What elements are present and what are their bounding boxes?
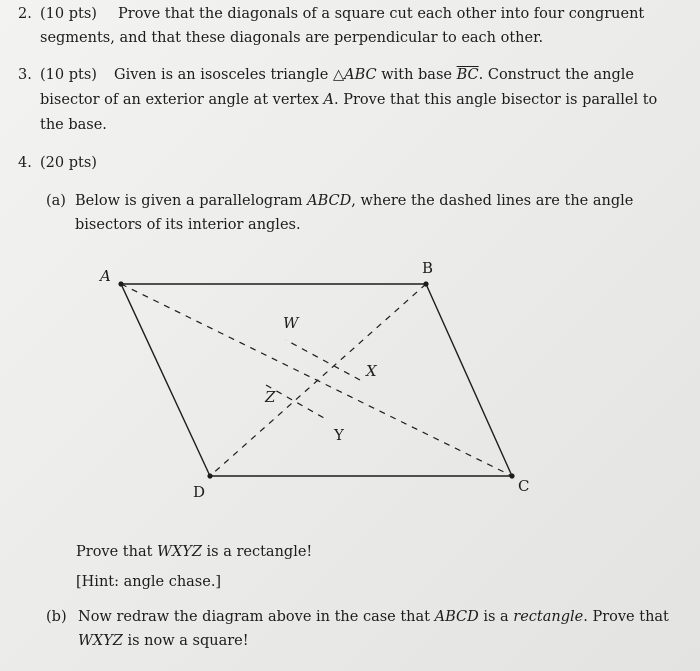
vertex-c-dot — [509, 473, 514, 478]
label-a: A — [100, 267, 111, 285]
q4-number: 4. — [18, 155, 32, 171]
q4a-label: (a) — [46, 193, 66, 209]
label-y: Y — [334, 426, 344, 444]
bisector-b — [210, 284, 426, 476]
q4b-text-line1: Now redraw the diagram above in the case that ABCD is a rectangle. Prove that — [78, 609, 669, 625]
q3-number: 3. — [18, 67, 32, 83]
q2-points: (10 pts) — [40, 6, 97, 22]
q4a-prove-statement: Prove that WXYZ is a rectangle! — [76, 544, 313, 560]
label-b: B — [422, 259, 434, 277]
q4a-text-line1: Below is given a parallelogram ABCD, where the dashed lines are the angle — [75, 193, 634, 209]
label-w: W — [283, 314, 299, 332]
label-d: D — [193, 483, 206, 501]
q2-number: 2. — [18, 6, 32, 22]
side-bc — [426, 284, 512, 476]
q3-text-line3: the base. — [40, 117, 107, 133]
q4b-label: (b) — [46, 609, 67, 625]
bisector-a — [121, 284, 512, 476]
q3-text-line1: Given is an isosceles triangle △ABC with base $\overline{BC}$. Construct the angle — [114, 67, 634, 83]
q3-points: (10 pts) — [40, 67, 97, 83]
bisector-wx-segment — [286, 340, 360, 380]
vertex-a-dot — [118, 281, 123, 286]
label-z: Z — [265, 388, 276, 406]
q4b-text-line2: WXYZ is now a square! — [78, 633, 249, 649]
q3-text-line2: bisector of an exterior angle at vertex A. Prove that this angle bisector is parallel to — [40, 92, 658, 108]
vertex-b-dot — [423, 281, 428, 286]
side-da — [121, 284, 210, 476]
q2-text-line1: Prove that the diagonals of a square cut each other into four congruent — [118, 6, 645, 22]
q4a-hint: [Hint: angle chase.] — [76, 574, 222, 590]
q4-points: (20 pts) — [40, 155, 97, 171]
label-c: C — [518, 477, 530, 495]
label-x: X — [366, 362, 377, 380]
q4a-text-line2: bisectors of its interior angles. — [75, 217, 301, 233]
vertex-d-dot — [207, 473, 212, 478]
q2-text-line2: segments, and that these diagonals are perpendicular to each other. — [40, 30, 544, 46]
